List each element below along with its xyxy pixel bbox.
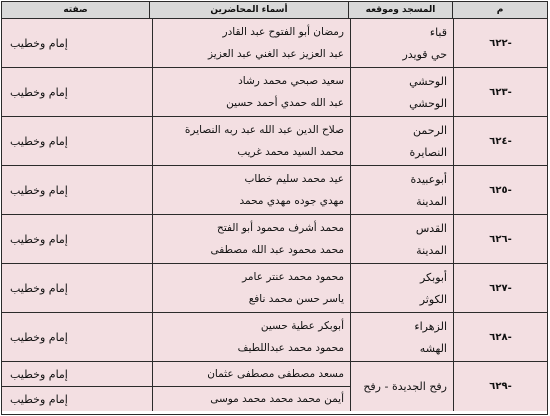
table-row bbox=[2, 313, 547, 362]
mosque-area: المدينة bbox=[416, 194, 447, 208]
role-cell: إمام وخطيب bbox=[10, 134, 68, 148]
entry-sub-row bbox=[2, 386, 350, 411]
mosque-name: القدس bbox=[415, 221, 447, 235]
header-role: صفته bbox=[63, 5, 88, 15]
mosque-area: الكوثر bbox=[419, 292, 447, 306]
role-cell: إمام وخطيب bbox=[10, 392, 68, 406]
role-cell: إمام وخطيب bbox=[10, 281, 68, 295]
mosque-area: المدينة bbox=[416, 243, 447, 257]
header-names: أسماء المحاضرين bbox=[149, 2, 348, 18]
mosque-location bbox=[350, 117, 453, 165]
mosque-name: الوحشي bbox=[409, 74, 447, 88]
row-number: -٦٢٨ bbox=[453, 313, 547, 361]
lecturer-names bbox=[152, 215, 350, 263]
lecturer-name: عيد محمد سليم خطاب bbox=[244, 173, 344, 185]
mosque-area: الوحشي bbox=[409, 96, 447, 110]
lecturer-names bbox=[152, 117, 350, 165]
mosque-name: الرحمن bbox=[412, 123, 447, 137]
mosque-name: أبوبكر bbox=[419, 270, 447, 284]
lecturers-table bbox=[1, 1, 548, 415]
row-number: -٦٢٢ bbox=[453, 19, 547, 67]
mosque-location bbox=[350, 362, 453, 411]
lecturer-name: محمود محمد عنتر عامر bbox=[242, 271, 344, 283]
row-number: -٦٢٧ bbox=[453, 264, 547, 312]
mosque-name: الزهراء bbox=[414, 319, 447, 333]
lecturer-name: سعيد صبحي محمد رشاد bbox=[238, 75, 344, 87]
row-number: -٦٢٩ bbox=[453, 362, 547, 411]
split-entries bbox=[2, 362, 350, 411]
role-cell: إمام وخطيب bbox=[10, 85, 68, 99]
lecturer-name: مهدي جوده مهدي محمد bbox=[239, 195, 344, 207]
role-cell: إمام وخطيب bbox=[10, 232, 68, 246]
mosque-location bbox=[350, 313, 453, 361]
table-row bbox=[2, 19, 547, 68]
mosque-location bbox=[350, 264, 453, 312]
lecturer-names bbox=[152, 166, 350, 214]
lecturer-names bbox=[152, 68, 350, 116]
table-header bbox=[2, 2, 547, 19]
mosque-location bbox=[350, 19, 453, 67]
table-row bbox=[2, 264, 547, 313]
table-row bbox=[2, 166, 547, 215]
lecturer-name: عبد العزيز عبد الغني عبد العزيز bbox=[207, 48, 344, 60]
mosque-location bbox=[350, 68, 453, 116]
header-mosque: المسجد وموقعه bbox=[348, 2, 452, 18]
role-cell: إمام وخطيب bbox=[10, 36, 68, 50]
lecturer-name: محمود محمد عبداللطيف bbox=[237, 342, 344, 354]
table-row bbox=[2, 68, 547, 117]
entry-sub-row bbox=[2, 362, 350, 386]
lecturer-name: محمد أشرف محمود أبو الفتح bbox=[217, 222, 344, 234]
lecturer-name: عبد الله حمدي أحمد حسين bbox=[226, 97, 344, 109]
table-body bbox=[2, 19, 547, 362]
mosque-line: رفح الجديدة - رفح bbox=[363, 380, 447, 393]
mosque-location bbox=[350, 215, 453, 263]
row-number: -٦٢٣ bbox=[453, 68, 547, 116]
mosque-name: أبوعبيدة bbox=[410, 172, 447, 186]
lecturer-name: صلاح الدين عبد الله عبد ربه النصايرة bbox=[184, 124, 344, 136]
lecturer-name bbox=[152, 387, 350, 411]
row-number: -٦٢٦ bbox=[453, 215, 547, 263]
lecturer-name: رمضان أبو الفتوح عبد القادر bbox=[222, 26, 344, 38]
role-cell: إمام وخطيب bbox=[10, 367, 68, 381]
mosque-name: قباء bbox=[429, 25, 447, 39]
lecturer-name-text: أيمن محمد محمد محمد موسى bbox=[210, 393, 344, 405]
lecturer-name-text: مسعد مصطفى مصطفى عثمان bbox=[207, 368, 344, 380]
lecturer-names bbox=[152, 313, 350, 361]
lecturer-names bbox=[152, 19, 350, 67]
row-number: -٦٢٤ bbox=[453, 117, 547, 165]
mosque-area: النصايرة bbox=[409, 145, 447, 159]
lecturer-name bbox=[152, 362, 350, 386]
mosque-location bbox=[350, 166, 453, 214]
table-row bbox=[2, 117, 547, 166]
row-number: -٦٢٥ bbox=[453, 166, 547, 214]
lecturer-name: محمد محمود عبد الله مصطفى bbox=[210, 244, 344, 256]
table-row bbox=[2, 362, 547, 411]
table-row bbox=[2, 215, 547, 264]
lecturer-names bbox=[152, 264, 350, 312]
mosque-area: حي قويدر bbox=[402, 47, 447, 61]
lecturer-name: محمد السيد محمد غريب bbox=[237, 146, 344, 158]
role-cell: إمام وخطيب bbox=[10, 183, 68, 197]
mosque-area: الهشه bbox=[419, 341, 447, 355]
lecturer-name: أبوبكر عطية حسين bbox=[260, 320, 344, 332]
header-num: م bbox=[452, 2, 547, 18]
role-cell: إمام وخطيب bbox=[10, 330, 68, 344]
lecturer-name: ياسر حسن محمد نافع bbox=[248, 293, 344, 305]
